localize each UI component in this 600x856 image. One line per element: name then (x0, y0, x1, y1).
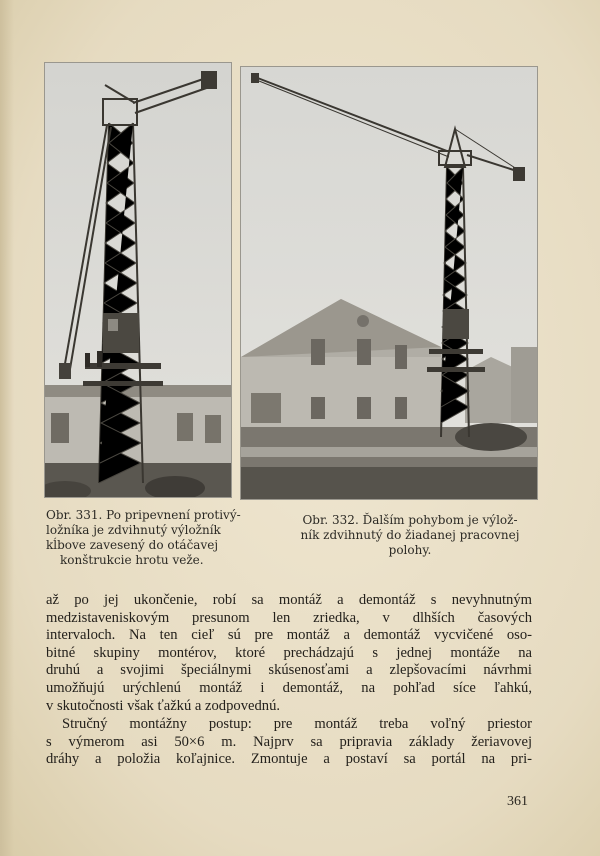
caption-line: Obr. 332. Ďalším pohybom je výlož- (302, 513, 518, 527)
crane-tower-photo-left (45, 63, 231, 497)
text-line: umožňujú urýchlenú montáž i demontáž, na pohľad síce ľahkú, (46, 679, 532, 696)
page-gutter-shadow (0, 0, 14, 856)
text-line: druhú a svojimi špeciálnymi skúsenosťami a zlepšovacími návrhmi (46, 662, 532, 679)
text-line: bitné skupiny montérov, ktoré prechádzajú s jednej montáže na (46, 644, 532, 661)
figure-331-photo (44, 62, 232, 498)
figure-332-caption (286, 513, 534, 558)
figure-331-caption (46, 508, 246, 568)
caption-line: konštrukcie hrotu veže. (60, 553, 204, 567)
body-paragraph-1 (46, 592, 532, 715)
text-line: až po jej ukončenie, robí sa montáž a demontáž s nevyhnutným (46, 592, 532, 608)
caption-line: kĺbove zavesený do otáčavej (46, 538, 219, 552)
caption-line: Obr. 331. Po pripevnení protivý- (46, 508, 241, 522)
crane-tower-photo-right (241, 67, 537, 499)
text-line: intervaloch. Na ten cieľ sú pre montáž a demontáž vycvičené oso- (46, 627, 532, 644)
text-line: Stručný montážny postup: pre montáž treba voľný priestor (62, 716, 532, 732)
page-number: 361 (507, 794, 528, 809)
caption-line: ník zdvihnutý do žiadanej pracovnej (300, 528, 520, 542)
text-line: dráhy a položia koľajnice. Zmontuje a postaví sa portál na pri- (46, 751, 532, 768)
text-line: medzistaveniskovým presunom len zriedka, v dlhších časových (46, 609, 532, 626)
text-line: v skutočnosti však ťažkú a zodpovednú. (46, 697, 281, 714)
figure-332-photo (240, 66, 538, 500)
text-line: s výmerom asi 50×6 m. Najprv sa pripravia základy žeriavovej (46, 733, 532, 750)
caption-line: ložníka je zdvihnutý výložník (46, 523, 221, 537)
caption-line: polohy. (388, 543, 432, 557)
body-paragraph-2 (46, 716, 532, 769)
